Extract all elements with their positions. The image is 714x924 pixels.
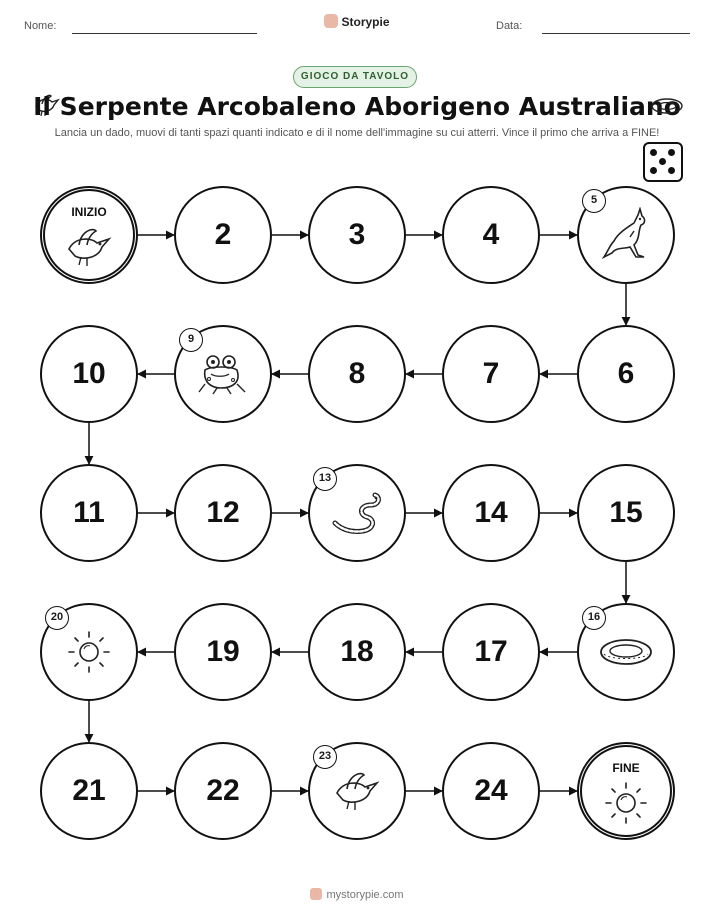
bird-icon — [331, 769, 383, 813]
finish-space — [577, 742, 675, 840]
page-title: Il Serpente Arcobaleno Aborigeno Australiano — [33, 92, 681, 121]
board-space-8: 8 — [308, 325, 406, 423]
snake-icon — [331, 489, 383, 537]
board-space-21: 21 — [40, 742, 138, 840]
board-space-14: 14 — [442, 464, 540, 562]
board-space-19: 19 — [174, 603, 272, 701]
sun-icon — [63, 626, 115, 678]
finish-label: FINE — [612, 761, 640, 775]
board-space-18: 18 — [308, 603, 406, 701]
sun-icon — [600, 777, 652, 837]
space-number-badge: 16 — [582, 606, 606, 630]
space-number-badge: 9 — [179, 328, 203, 352]
waterhole-icon — [598, 634, 654, 670]
board-space-2: 2 — [174, 186, 272, 284]
name-label: Nome: — [24, 20, 57, 32]
start-label: INIZIO — [71, 205, 107, 219]
board-space-12: 12 — [174, 464, 272, 562]
board-space-4: 4 — [442, 186, 540, 284]
brand-name: Storypie — [341, 15, 390, 29]
space-number-badge: 5 — [582, 189, 606, 213]
date-label: Data: — [496, 20, 523, 32]
footer — [0, 888, 714, 901]
storypie-logo-icon — [310, 888, 322, 900]
board-space-3: 3 — [308, 186, 406, 284]
category-badge: GIOCO DA TAVOLO — [293, 66, 417, 88]
space-number-badge: 13 — [313, 467, 337, 491]
board-space-10: 10 — [40, 325, 138, 423]
board-space-7: 7 — [442, 325, 540, 423]
instructions: Lancia un dado, muovi di tanti spazi quanti indicato e di il nome dell'immagine su cui atterri. Vince il primo che arriva a FINE! — [54, 127, 660, 139]
footer-url: mystorypie.com — [326, 889, 404, 901]
board-space-22: 22 — [174, 742, 272, 840]
frog-icon — [197, 352, 249, 396]
board-space-15: 15 — [577, 464, 675, 562]
board-space-11: 11 — [40, 464, 138, 562]
space-number-badge: 20 — [45, 606, 69, 630]
bird-icon — [63, 225, 115, 277]
board-space-6: 6 — [577, 325, 675, 423]
kangaroo-icon — [600, 207, 652, 263]
space-number-badge: 23 — [313, 745, 337, 769]
board-space-24: 24 — [442, 742, 540, 840]
start-space — [40, 186, 138, 284]
board-space-17: 17 — [442, 603, 540, 701]
